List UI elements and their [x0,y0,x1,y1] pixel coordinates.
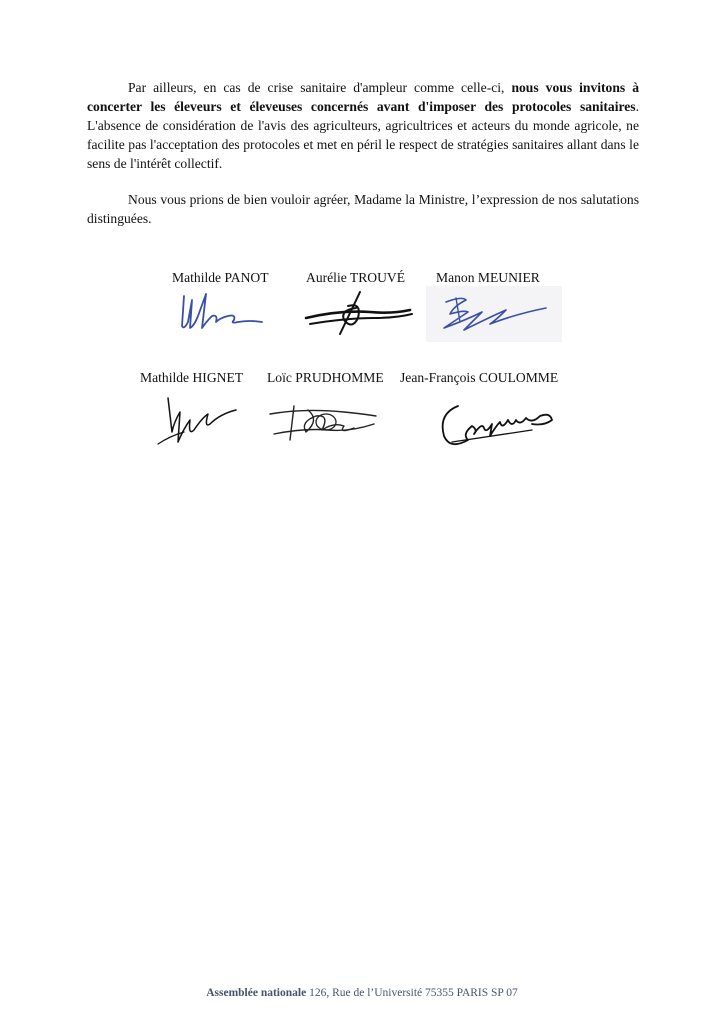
closing-salutation [87,190,639,228]
paragraph-emphasis: nous vous invitons à concerter les éleveurs et éleveuses concernés avant d'imposer des protocoles sanitaires [87,80,639,114]
footer-address: 126, Rue de l’Université 75355 PARIS SP 07 [306,987,518,999]
page-footer [0,987,724,999]
signature-trouve [300,288,420,338]
paragraph-rest: . L'absence de considération de l'avis des agriculteurs, agricultrices et acteurs du monde agricole, ne facilite pas l'acceptation des protocoles et met en péril le respect de stratégies sanitaires allant dans le sens de l'intérêt collectif. [87,99,639,171]
closing-paragraph-request [87,78,639,173]
footer-organization: Assemblée nationale [206,987,307,999]
signature-hignet [150,392,246,456]
signatory-name: Aurélie TROUVÉ [306,270,406,285]
paragraph-intro: Par ailleurs, en cas de crise sanitaire d'ampleur comme celle-ci, [128,80,512,95]
signature-coulomme [432,396,562,454]
signatory-name: Loïc PRUDHOMME [267,370,384,385]
signatory-name: Jean-François COULOMME [400,370,559,385]
signatory-name: Manon MEUNIER [436,270,540,285]
signature-panot [172,286,282,338]
salutation-text: Nous vous prions de bien vouloir agréer, Madame la Ministre, l’expression de nos salutations distinguées. [87,192,639,226]
signatory-name: Mathilde HIGNET [140,370,244,385]
signatory-name: Mathilde PANOT [172,270,269,285]
signature-prudhomme [264,400,384,444]
signature-meunier [426,286,562,342]
